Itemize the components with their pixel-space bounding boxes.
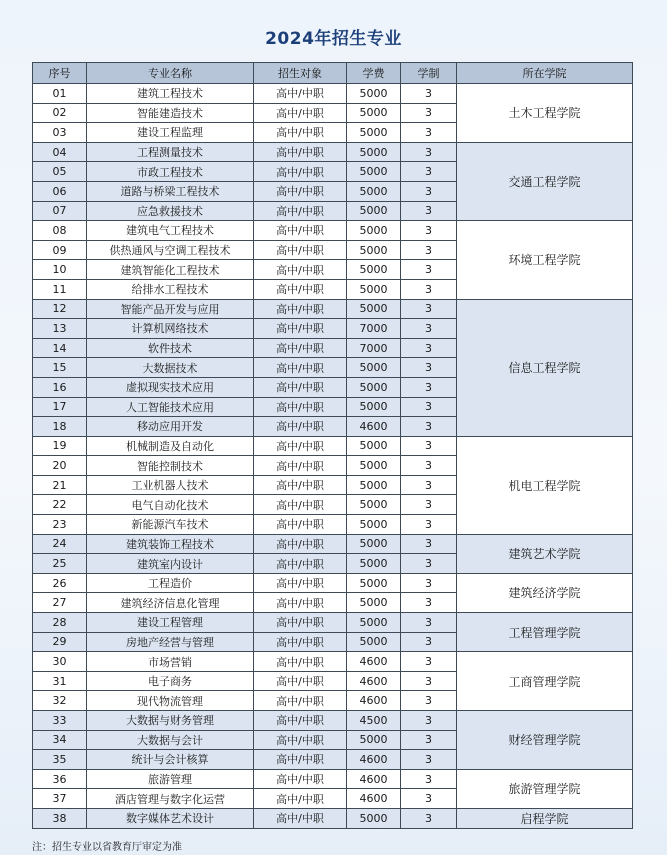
cell-college: 交通工程学院 xyxy=(457,142,633,220)
cell-duration: 3 xyxy=(401,475,457,495)
cell-index: 04 xyxy=(33,142,87,162)
cell-duration: 3 xyxy=(401,221,457,241)
cell-tuition: 4600 xyxy=(347,652,401,672)
cell-index: 22 xyxy=(33,495,87,515)
cell-tuition: 5000 xyxy=(347,515,401,535)
cell-major-name: 酒店管理与数字化运营 xyxy=(87,789,254,809)
cell-duration: 3 xyxy=(401,240,457,260)
cell-duration: 3 xyxy=(401,397,457,417)
cell-major-name: 道路与桥梁工程技术 xyxy=(87,181,254,201)
cell-target: 高中/中职 xyxy=(254,475,347,495)
header-duration: 学制 xyxy=(401,63,457,84)
cell-tuition: 5000 xyxy=(347,436,401,456)
cell-duration: 3 xyxy=(401,691,457,711)
cell-duration: 3 xyxy=(401,613,457,633)
cell-tuition: 5000 xyxy=(347,103,401,123)
cell-major-name: 工程造价 xyxy=(87,573,254,593)
header-target: 招生对象 xyxy=(254,63,347,84)
cell-tuition: 5000 xyxy=(347,279,401,299)
cell-major-name: 软件技术 xyxy=(87,338,254,358)
cell-index: 36 xyxy=(33,769,87,789)
table-row xyxy=(33,613,633,633)
cell-college: 工程管理学院 xyxy=(457,613,633,652)
cell-target: 高中/中职 xyxy=(254,789,347,809)
table-row xyxy=(33,299,633,319)
cell-duration: 3 xyxy=(401,711,457,731)
cell-target: 高中/中职 xyxy=(254,730,347,750)
cell-duration: 3 xyxy=(401,808,457,828)
cell-tuition: 5000 xyxy=(347,162,401,182)
cell-duration: 3 xyxy=(401,671,457,691)
cell-target: 高中/中职 xyxy=(254,123,347,143)
cell-tuition: 4600 xyxy=(347,750,401,770)
cell-duration: 3 xyxy=(401,632,457,652)
cell-index: 12 xyxy=(33,299,87,319)
cell-index: 28 xyxy=(33,613,87,633)
cell-major-name: 建筑智能化工程技术 xyxy=(87,260,254,280)
cell-college: 建筑经济学院 xyxy=(457,573,633,612)
cell-major-name: 智能产品开发与应用 xyxy=(87,299,254,319)
cell-duration: 3 xyxy=(401,279,457,299)
cell-target: 高中/中职 xyxy=(254,260,347,280)
cell-index: 20 xyxy=(33,456,87,476)
cell-index: 13 xyxy=(33,319,87,339)
cell-tuition: 5000 xyxy=(347,808,401,828)
cell-major-name: 数字媒体艺术设计 xyxy=(87,808,254,828)
cell-duration: 3 xyxy=(401,750,457,770)
cell-college: 土木工程学院 xyxy=(457,84,633,143)
cell-index: 35 xyxy=(33,750,87,770)
cell-index: 37 xyxy=(33,789,87,809)
cell-major-name: 智能建造技术 xyxy=(87,103,254,123)
table-row xyxy=(33,652,633,672)
cell-target: 高中/中职 xyxy=(254,554,347,574)
cell-major-name: 给排水工程技术 xyxy=(87,279,254,299)
cell-college: 机电工程学院 xyxy=(457,436,633,534)
cell-major-name: 工业机器人技术 xyxy=(87,475,254,495)
cell-target: 高中/中职 xyxy=(254,534,347,554)
cell-index: 24 xyxy=(33,534,87,554)
cell-duration: 3 xyxy=(401,162,457,182)
cell-duration: 3 xyxy=(401,84,457,104)
cell-target: 高中/中职 xyxy=(254,808,347,828)
cell-tuition: 4600 xyxy=(347,417,401,437)
cell-target: 高中/中职 xyxy=(254,279,347,299)
cell-major-name: 现代物流管理 xyxy=(87,691,254,711)
cell-tuition: 4600 xyxy=(347,769,401,789)
cell-duration: 3 xyxy=(401,456,457,476)
cell-duration: 3 xyxy=(401,358,457,378)
cell-target: 高中/中职 xyxy=(254,397,347,417)
cell-college: 旅游管理学院 xyxy=(457,769,633,808)
cell-tuition: 5000 xyxy=(347,240,401,260)
cell-target: 高中/中职 xyxy=(254,711,347,731)
cell-target: 高中/中职 xyxy=(254,417,347,437)
cell-duration: 3 xyxy=(401,103,457,123)
cell-tuition: 5000 xyxy=(347,534,401,554)
table-row xyxy=(33,769,633,789)
cell-target: 高中/中职 xyxy=(254,495,347,515)
cell-target: 高中/中职 xyxy=(254,691,347,711)
cell-major-name: 房地产经营与管理 xyxy=(87,632,254,652)
cell-major-name: 建筑经济信息化管理 xyxy=(87,593,254,613)
cell-college: 建筑艺术学院 xyxy=(457,534,633,573)
cell-target: 高中/中职 xyxy=(254,338,347,358)
cell-tuition: 7000 xyxy=(347,319,401,339)
cell-target: 高中/中职 xyxy=(254,456,347,476)
cell-tuition: 5000 xyxy=(347,181,401,201)
cell-index: 14 xyxy=(33,338,87,358)
cell-tuition: 4600 xyxy=(347,789,401,809)
cell-major-name: 建设工程管理 xyxy=(87,613,254,633)
cell-index: 01 xyxy=(33,84,87,104)
cell-major-name: 新能源汽车技术 xyxy=(87,515,254,535)
cell-tuition: 5000 xyxy=(347,475,401,495)
cell-major-name: 电气自动化技术 xyxy=(87,495,254,515)
table-row xyxy=(33,808,633,828)
cell-index: 19 xyxy=(33,436,87,456)
cell-index: 09 xyxy=(33,240,87,260)
cell-duration: 3 xyxy=(401,142,457,162)
cell-major-name: 市场营销 xyxy=(87,652,254,672)
cell-tuition: 5000 xyxy=(347,554,401,574)
cell-target: 高中/中职 xyxy=(254,436,347,456)
footnote: 注：招生专业以省教育厅审定为准 xyxy=(32,842,182,853)
cell-duration: 3 xyxy=(401,515,457,535)
cell-target: 高中/中职 xyxy=(254,299,347,319)
cell-major-name: 移动应用开发 xyxy=(87,417,254,437)
cell-duration: 3 xyxy=(401,554,457,574)
cell-major-name: 建筑工程技术 xyxy=(87,84,254,104)
cell-index: 25 xyxy=(33,554,87,574)
cell-index: 33 xyxy=(33,711,87,731)
cell-college: 工商管理学院 xyxy=(457,652,633,711)
cell-target: 高中/中职 xyxy=(254,769,347,789)
cell-tuition: 5000 xyxy=(347,123,401,143)
cell-index: 10 xyxy=(33,260,87,280)
cell-index: 15 xyxy=(33,358,87,378)
cell-target: 高中/中职 xyxy=(254,515,347,535)
cell-tuition: 5000 xyxy=(347,142,401,162)
header-major-name: 专业名称 xyxy=(87,63,254,84)
cell-target: 高中/中职 xyxy=(254,652,347,672)
cell-tuition: 5000 xyxy=(347,201,401,221)
majors-table xyxy=(32,62,633,829)
cell-index: 32 xyxy=(33,691,87,711)
cell-tuition: 5000 xyxy=(347,730,401,750)
cell-index: 17 xyxy=(33,397,87,417)
cell-target: 高中/中职 xyxy=(254,84,347,104)
cell-major-name: 市政工程技术 xyxy=(87,162,254,182)
cell-duration: 3 xyxy=(401,260,457,280)
cell-duration: 3 xyxy=(401,123,457,143)
cell-tuition: 5000 xyxy=(347,632,401,652)
cell-major-name: 大数据与财务管理 xyxy=(87,711,254,731)
cell-target: 高中/中职 xyxy=(254,240,347,260)
table-row xyxy=(33,711,633,731)
cell-index: 23 xyxy=(33,515,87,535)
cell-duration: 3 xyxy=(401,769,457,789)
cell-index: 31 xyxy=(33,671,87,691)
cell-major-name: 建设工程监理 xyxy=(87,123,254,143)
cell-tuition: 5000 xyxy=(347,613,401,633)
cell-tuition: 5000 xyxy=(347,221,401,241)
cell-college: 信息工程学院 xyxy=(457,299,633,436)
cell-target: 高中/中职 xyxy=(254,377,347,397)
header-index: 序号 xyxy=(33,63,87,84)
cell-college: 财经管理学院 xyxy=(457,711,633,770)
cell-index: 07 xyxy=(33,201,87,221)
cell-index: 29 xyxy=(33,632,87,652)
cell-major-name: 计算机网络技术 xyxy=(87,319,254,339)
cell-duration: 3 xyxy=(401,652,457,672)
cell-duration: 3 xyxy=(401,730,457,750)
cell-index: 05 xyxy=(33,162,87,182)
cell-major-name: 大数据与会计 xyxy=(87,730,254,750)
cell-index: 06 xyxy=(33,181,87,201)
cell-tuition: 4500 xyxy=(347,711,401,731)
cell-major-name: 智能控制技术 xyxy=(87,456,254,476)
cell-tuition: 4600 xyxy=(347,691,401,711)
cell-duration: 3 xyxy=(401,573,457,593)
cell-target: 高中/中职 xyxy=(254,632,347,652)
cell-duration: 3 xyxy=(401,377,457,397)
cell-major-name: 旅游管理 xyxy=(87,769,254,789)
cell-major-name: 供热通风与空调工程技术 xyxy=(87,240,254,260)
table-row xyxy=(33,436,633,456)
header-college: 所在学院 xyxy=(457,63,633,84)
cell-duration: 3 xyxy=(401,495,457,515)
cell-duration: 3 xyxy=(401,789,457,809)
cell-major-name: 应急救援技术 xyxy=(87,201,254,221)
cell-target: 高中/中职 xyxy=(254,162,347,182)
cell-target: 高中/中职 xyxy=(254,221,347,241)
cell-duration: 3 xyxy=(401,181,457,201)
cell-major-name: 人工智能技术应用 xyxy=(87,397,254,417)
cell-duration: 3 xyxy=(401,319,457,339)
cell-target: 高中/中职 xyxy=(254,593,347,613)
cell-index: 21 xyxy=(33,475,87,495)
cell-duration: 3 xyxy=(401,201,457,221)
cell-target: 高中/中职 xyxy=(254,181,347,201)
cell-major-name: 大数据技术 xyxy=(87,358,254,378)
cell-duration: 3 xyxy=(401,436,457,456)
cell-major-name: 电子商务 xyxy=(87,671,254,691)
cell-tuition: 5000 xyxy=(347,573,401,593)
cell-tuition: 7000 xyxy=(347,338,401,358)
table-header-row xyxy=(33,63,633,84)
cell-tuition: 4600 xyxy=(347,671,401,691)
cell-major-name: 建筑电气工程技术 xyxy=(87,221,254,241)
cell-index: 26 xyxy=(33,573,87,593)
cell-index: 38 xyxy=(33,808,87,828)
cell-target: 高中/中职 xyxy=(254,750,347,770)
cell-tuition: 5000 xyxy=(347,495,401,515)
cell-index: 34 xyxy=(33,730,87,750)
cell-index: 30 xyxy=(33,652,87,672)
cell-duration: 3 xyxy=(401,593,457,613)
cell-major-name: 建筑装饰工程技术 xyxy=(87,534,254,554)
cell-major-name: 工程测量技术 xyxy=(87,142,254,162)
cell-college: 启程学院 xyxy=(457,808,633,828)
cell-target: 高中/中职 xyxy=(254,103,347,123)
cell-major-name: 虚拟现实技术应用 xyxy=(87,377,254,397)
cell-tuition: 5000 xyxy=(347,84,401,104)
table-row xyxy=(33,84,633,104)
cell-tuition: 5000 xyxy=(347,456,401,476)
table-row xyxy=(33,534,633,554)
table-row xyxy=(33,142,633,162)
cell-index: 08 xyxy=(33,221,87,241)
cell-college: 环境工程学院 xyxy=(457,221,633,299)
cell-target: 高中/中职 xyxy=(254,671,347,691)
cell-target: 高中/中职 xyxy=(254,613,347,633)
cell-target: 高中/中职 xyxy=(254,201,347,221)
header-tuition: 学费 xyxy=(347,63,401,84)
cell-tuition: 5000 xyxy=(347,299,401,319)
cell-index: 02 xyxy=(33,103,87,123)
cell-tuition: 5000 xyxy=(347,358,401,378)
cell-index: 11 xyxy=(33,279,87,299)
cell-tuition: 5000 xyxy=(347,260,401,280)
cell-index: 27 xyxy=(33,593,87,613)
cell-major-name: 统计与会计核算 xyxy=(87,750,254,770)
cell-tuition: 5000 xyxy=(347,377,401,397)
table-row xyxy=(33,573,633,593)
cell-major-name: 建筑室内设计 xyxy=(87,554,254,574)
cell-target: 高中/中职 xyxy=(254,142,347,162)
cell-tuition: 5000 xyxy=(347,397,401,417)
cell-index: 16 xyxy=(33,377,87,397)
cell-major-name: 机械制造及自动化 xyxy=(87,436,254,456)
cell-duration: 3 xyxy=(401,338,457,358)
cell-index: 18 xyxy=(33,417,87,437)
cell-index: 03 xyxy=(33,123,87,143)
table-body xyxy=(33,84,633,829)
cell-target: 高中/中职 xyxy=(254,319,347,339)
cell-tuition: 5000 xyxy=(347,593,401,613)
table-row xyxy=(33,221,633,241)
cell-target: 高中/中职 xyxy=(254,573,347,593)
cell-duration: 3 xyxy=(401,417,457,437)
page-title: 2024年招生专业 xyxy=(265,29,402,49)
cell-duration: 3 xyxy=(401,299,457,319)
cell-duration: 3 xyxy=(401,534,457,554)
cell-target: 高中/中职 xyxy=(254,358,347,378)
